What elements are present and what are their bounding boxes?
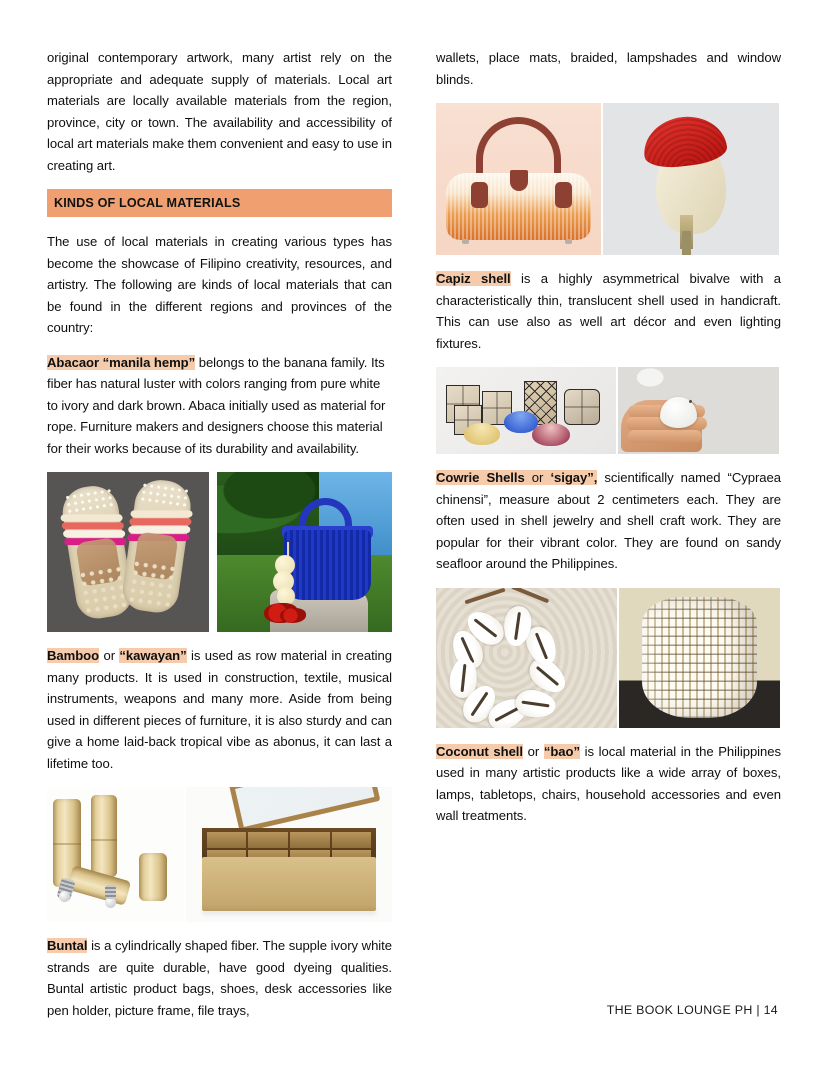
entry-coconut-term-alt: “bao” bbox=[543, 743, 580, 759]
entry-buntal-term: Buntal bbox=[47, 938, 88, 953]
entry-buntal-body: is a cylindrically shaped fiber. The supple ivory white strands are quite durable, have good dyeing qualities. Buntal artistic product bags, shoes, desk accessories like pen holder, picture frame, file trays, bbox=[47, 938, 392, 1018]
intro-paragraph: original contemporary artwork, many artist rely on the appropriate and adequate supply of materials. Local art materials are locally available materials from the region, province, city or town. The availability and accessibility of local art materials make them convenient and easy to use in creating art. bbox=[47, 50, 392, 173]
abaca-slippers-image bbox=[47, 472, 209, 632]
buntal-hat-image bbox=[603, 103, 779, 255]
entry-cowrie-body: scientifically named “Cypraea chinensi”, measure about 2 centimeters each. They are often used in shell jewelry and shell craft work. They are popular for their vibrant color. They are found on sandy seafloor around the Philippines. bbox=[436, 470, 781, 571]
bamboo-box-image bbox=[186, 787, 392, 922]
entry-capiz-paragraph bbox=[436, 268, 781, 354]
abaca-figure-row bbox=[47, 472, 392, 632]
entry-capiz-term: Capiz shell bbox=[436, 271, 511, 286]
entry-capiz-body: is a highly asymmetrical bivalve with a characteristically thin, translucent shell used in handicraft. This can use also as well art décor and even lighting fixtures. bbox=[436, 271, 781, 351]
section-intro-paragraph: The use of local materials in creating various types has become the showcase of Filipino creativity, resources, and artistry. The following are kinds of local materials that can be found in the different regions and provinces of the country: bbox=[47, 234, 392, 335]
capiz-figure-row bbox=[436, 367, 781, 454]
entry-coconut-paragraph bbox=[436, 741, 781, 827]
continuation-paragraph: wallets, place mats, braided, lampshades and window blinds. bbox=[436, 50, 781, 87]
right-column bbox=[436, 47, 781, 840]
page-footer: THE BOOK LOUNGE PH | 14 bbox=[606, 1003, 778, 1017]
buntal-handbag-image bbox=[436, 103, 601, 255]
entry-cowrie-paragraph bbox=[436, 467, 781, 575]
entry-coconut-conjunction: or bbox=[522, 743, 544, 759]
entry-coconut-body: is local material in the Philippines used in many artistic products like a wide array of boxes, lamps, tabletops, chairs, household accessories and even wall treatments. bbox=[436, 743, 782, 823]
cowrie-bracelet-image bbox=[436, 588, 617, 728]
entry-cowrie-conjunction: or bbox=[524, 470, 551, 485]
bamboo-bottles-image bbox=[47, 787, 184, 922]
entry-abaca-body: belongs to the banana family. Its fiber has natural luster with colors ranging from pure white to ivory and dark brown. Abaca initially used as material for rope. Furniture makers and designers choose this material for their works because of its durability and availability. bbox=[47, 354, 386, 456]
entry-bamboo-term-alt: “kawayan” bbox=[119, 648, 187, 663]
entry-abaca-paragraph bbox=[47, 352, 392, 460]
entry-bamboo-paragraph bbox=[47, 645, 392, 774]
section-heading-band bbox=[47, 189, 392, 217]
entry-buntal-paragraph bbox=[47, 935, 392, 1021]
entry-cowrie-term-alt: ‘sigay”, bbox=[550, 470, 598, 485]
blue-abaca-bag-image bbox=[217, 472, 392, 632]
cowrie-vase-image bbox=[619, 588, 780, 728]
left-column bbox=[47, 47, 392, 1034]
entry-cowrie-term: Cowrie Shells bbox=[436, 470, 525, 485]
cowrie-figure-row bbox=[436, 588, 781, 728]
entry-coconut-term: Coconut shell bbox=[436, 743, 523, 759]
entry-abaca-term: Abacaor “manila hemp” bbox=[47, 354, 196, 370]
bamboo-figure-row bbox=[47, 787, 392, 922]
entry-bamboo-body: is used as row material in creating many products. It is used in construction, textile, musical instruments, weapons and many more. Aside from being used in different pieces of furniture, it is also sturdy and can give a home laid-back tropical vibe as abonus, it can last a lifetime too. bbox=[47, 648, 392, 771]
section-heading-text: KINDS OF LOCAL MATERIALS bbox=[54, 196, 241, 210]
two-column-layout bbox=[47, 47, 782, 1034]
entry-bamboo-term: Bamboo bbox=[47, 648, 100, 663]
entry-bamboo-conjunction: or bbox=[99, 648, 120, 663]
capiz-lanterns-image bbox=[436, 367, 616, 454]
capiz-pendant-image bbox=[618, 367, 779, 454]
buntal-figure-row bbox=[436, 103, 781, 255]
